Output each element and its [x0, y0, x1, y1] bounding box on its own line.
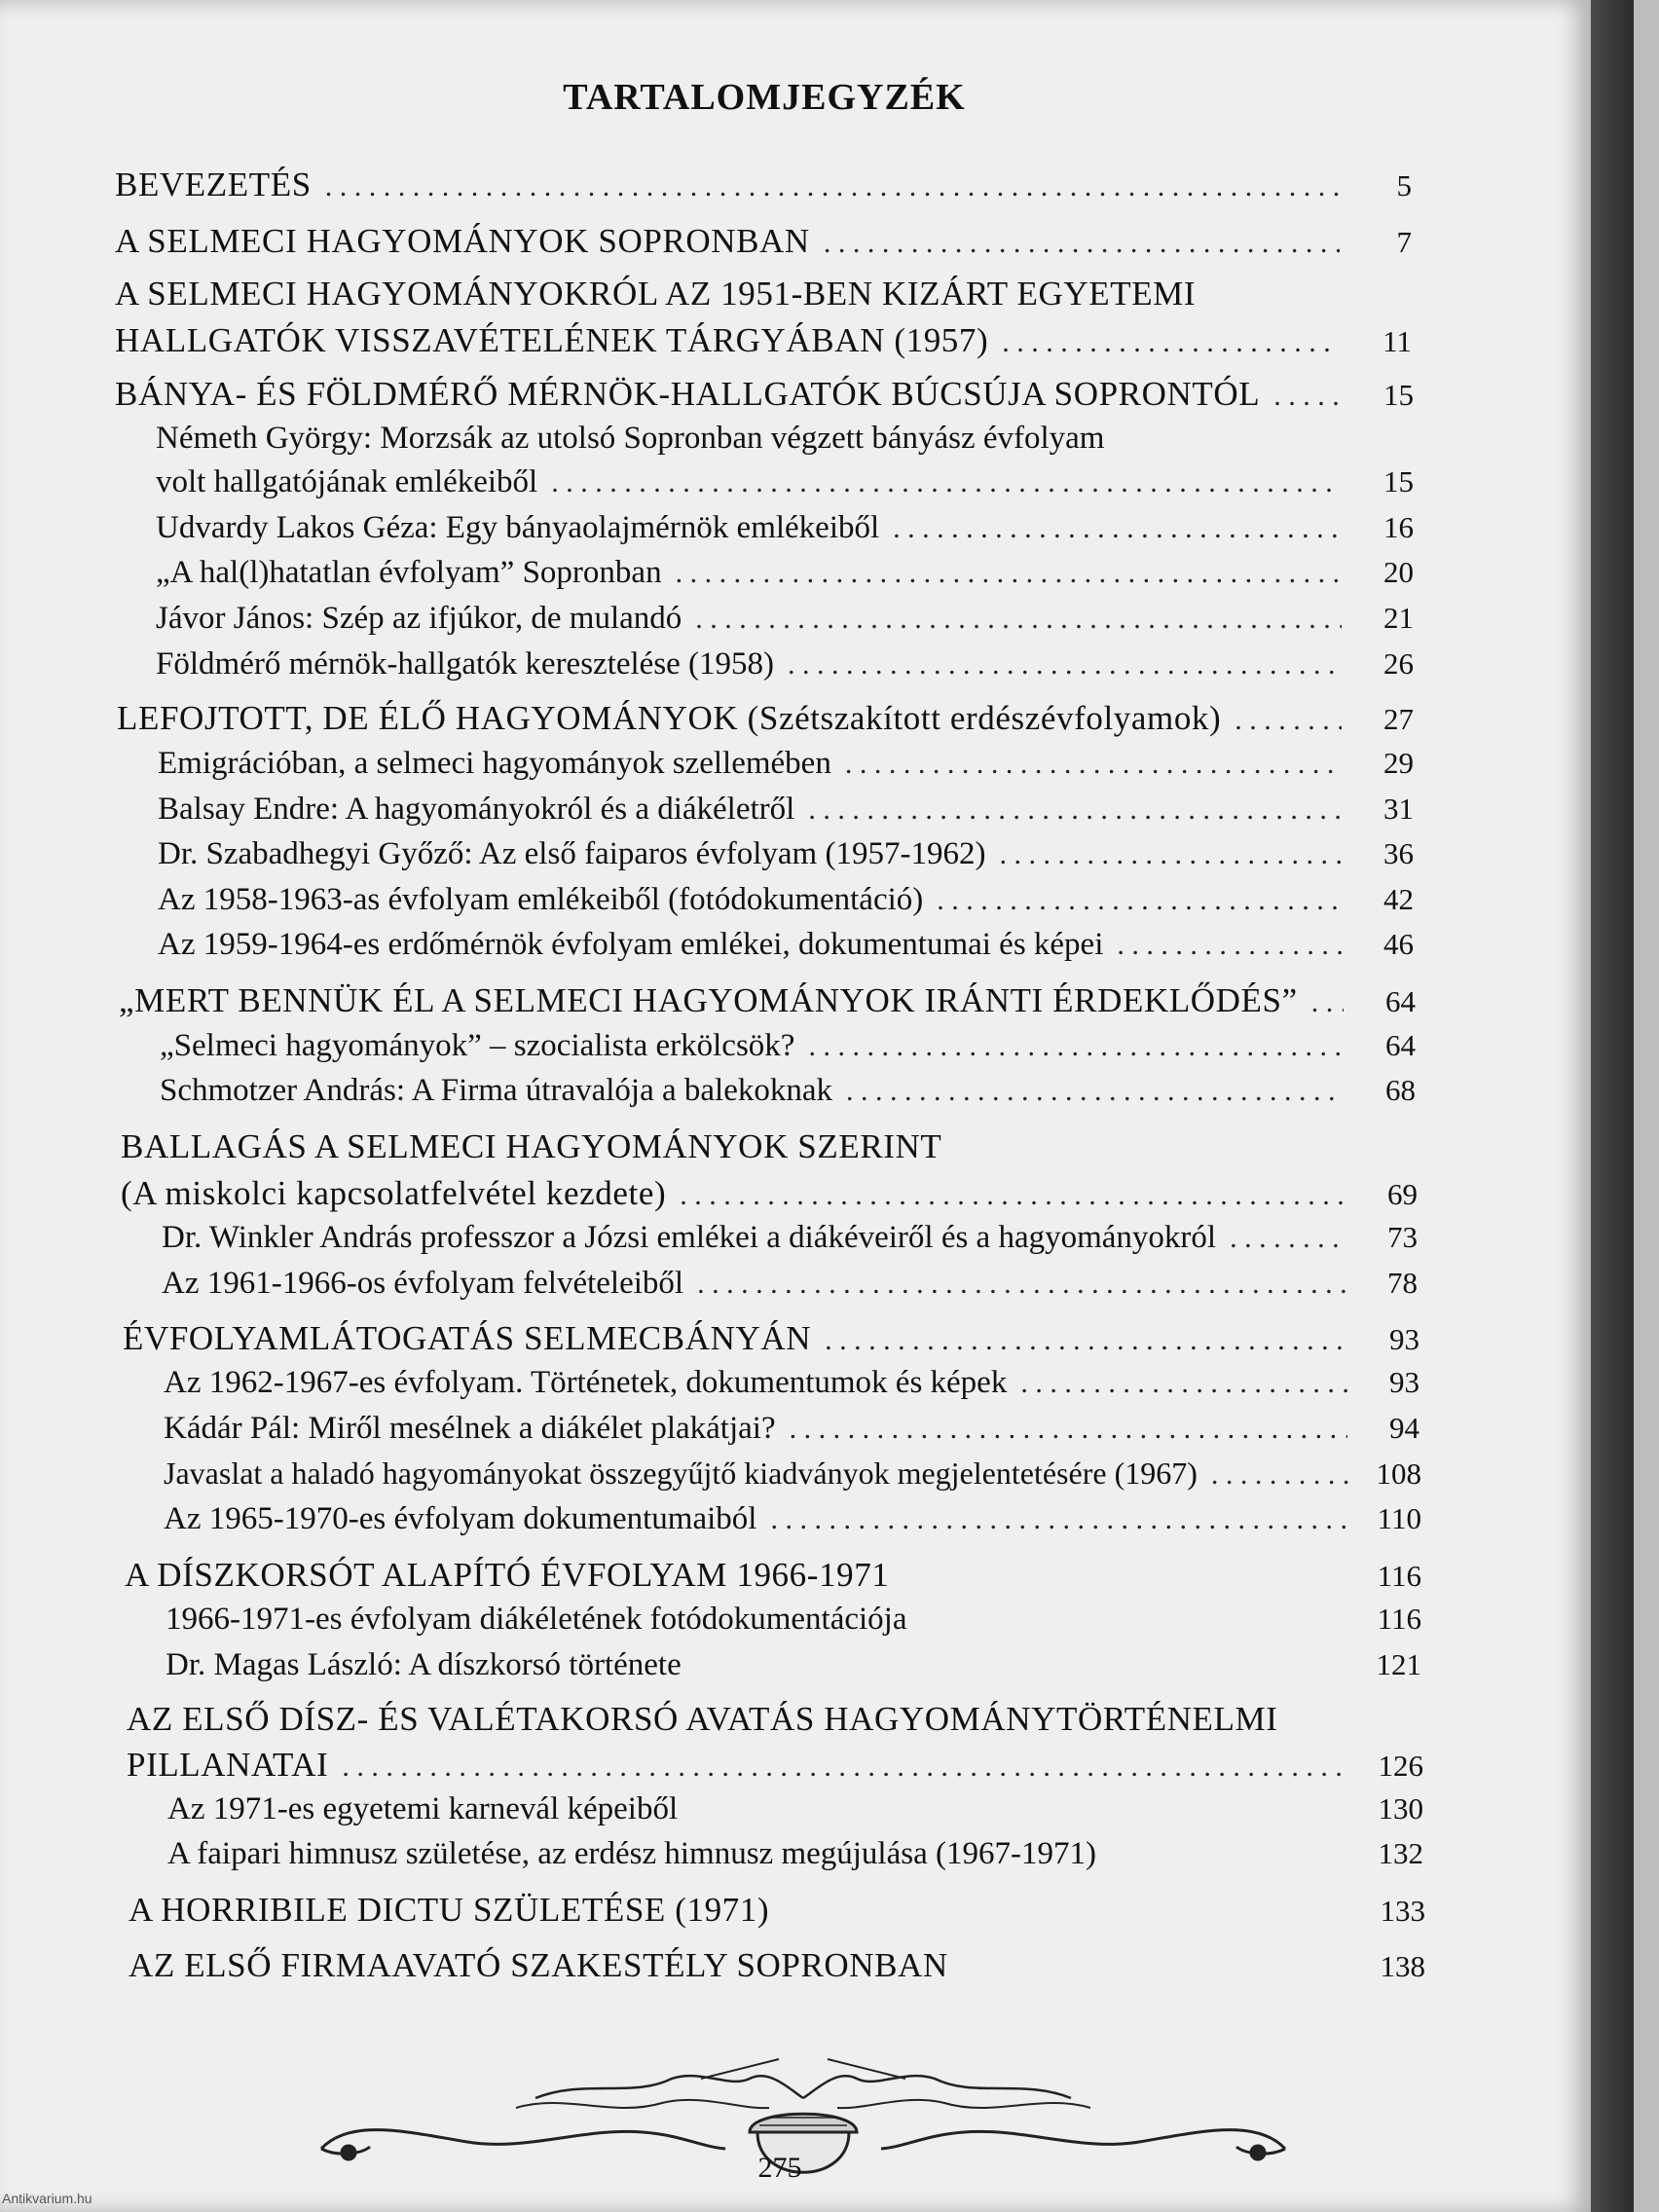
- toc-entry[interactable]: [156, 555, 1414, 591]
- toc-entry-label: Udvardy Lakos Géza: Egy bányaolajmérnök emlékeiből: [156, 510, 880, 545]
- toc-entry[interactable]: [164, 1411, 1419, 1447]
- watermark: Antikvarium.hu: [2, 2191, 92, 2206]
- toc-entry-page: 121: [1376, 1647, 1421, 1681]
- toc-entry-label: Schmotzer András: A Firma útravalója a balekoknak: [160, 1073, 832, 1108]
- toc-entry[interactable]: [156, 646, 1414, 682]
- toc-entry-page: 116: [1377, 1602, 1421, 1636]
- leader-dots: [697, 1268, 1346, 1301]
- toc-entry-page: 132: [1378, 1836, 1423, 1870]
- toc-entry[interactable]: [158, 927, 1414, 963]
- toc-entry-label: Az 1965-1970-es évfolyam dokumentumaiból: [164, 1501, 757, 1536]
- toc-entry-page: 64: [1385, 984, 1416, 1018]
- toc-entry-page: 130: [1378, 1791, 1423, 1825]
- toc-entry-label: A DÍSZKORSÓT ALAPÍTÓ ÉVFOLYAM 1966-1971: [125, 1556, 890, 1594]
- leader-dots: [846, 1075, 1344, 1108]
- toc-entry-label: LEFOJTOTT, DE ÉLŐ HAGYOMÁNYOK (Szétszakított erdészévfolyamok): [117, 699, 1222, 737]
- toc-entry[interactable]: [162, 1266, 1418, 1302]
- toc-entry[interactable]: [127, 1746, 1423, 1785]
- toc-entry-label: „MERT BENNÜK ÉL A SELMECI HAGYOMÁNYOK IRÁNTI ÉRDEKLŐDÉS”: [119, 981, 1298, 1019]
- book-edge: [1634, 0, 1659, 2212]
- leader-dots: [788, 648, 1342, 682]
- toc-entry-page: 26: [1383, 646, 1414, 681]
- page-number: 275: [757, 2152, 802, 2184]
- toc-entry-page: 93: [1389, 1365, 1419, 1399]
- toc-entry-page: 11: [1382, 324, 1412, 358]
- toc-entry[interactable]: [166, 1647, 1421, 1683]
- toc-entry[interactable]: [123, 1319, 1419, 1358]
- toc-entry[interactable]: [160, 1073, 1416, 1109]
- toc-entry-page: 126: [1378, 1749, 1423, 1783]
- toc-entry[interactable]: [167, 1791, 1423, 1827]
- toc-entry[interactable]: [158, 792, 1414, 828]
- toc-entry[interactable]: [162, 1220, 1418, 1256]
- toc-entry-label: BEVEZETÉS: [115, 166, 312, 203]
- toc-entry-page: 64: [1385, 1028, 1416, 1062]
- leader-dots: [937, 884, 1342, 917]
- toc-entry-page: 78: [1387, 1266, 1418, 1300]
- toc-entry-label: A faipari himnusz születése, az erdész himnusz megújulása (1967-1971): [167, 1836, 1096, 1871]
- leader-dots: [770, 1503, 1349, 1536]
- toc-entry-label: Dr. Magas László: A díszkorsó története: [166, 1647, 682, 1682]
- toc-entry-label: Az 1958-1963-as évfolyam emlékeiből (fotódokumentáció): [158, 882, 924, 917]
- toc-entry-page: 7: [1396, 225, 1412, 259]
- leader-dots: [845, 748, 1342, 781]
- toc-entry-label: Balsay Endre: A hagyományokról és a diákéletről: [158, 792, 795, 827]
- toc-entry-label: A SELMECI HAGYOMÁNYOK SOPRONBAN: [115, 222, 810, 260]
- leader-dots: [1020, 1367, 1347, 1400]
- toc-entry-label: ÉVFOLYAMLÁTOGATÁS SELMECBÁNYÁN: [123, 1319, 812, 1357]
- toc-entry-page: 29: [1383, 746, 1414, 780]
- toc-entry-page: 133: [1380, 1894, 1425, 1928]
- toc-entry-page: 15: [1383, 464, 1414, 498]
- toc-entry[interactable]: [156, 601, 1414, 637]
- leader-dots: [1117, 929, 1342, 962]
- toc-entry-page: 110: [1377, 1501, 1421, 1535]
- toc-entry-label-line1: A SELMECI HAGYOMÁNYOKRÓL AZ 1951-BEN KIZÁRT EGYETEMI: [115, 275, 1197, 313]
- leader-dots: [1211, 1458, 1349, 1492]
- toc-entry-label: Dr. Szabadhegyi Győző: Az első faiparos évfolyam (1957-1962): [158, 836, 986, 871]
- toc-entry-label: Az 1959-1964-es erdőmérnök évfolyam emlékei, dokumentumai és képei: [158, 927, 1104, 962]
- toc-entry-label: „Selmeci hagyományok” – szocialista erkölcsök?: [160, 1028, 795, 1063]
- toc-entry-page: 31: [1383, 792, 1414, 826]
- toc-entry-label: BÁNYA- ÉS FÖLDMÉRŐ MÉRNÖK-HALLGATÓK BÚCSÚJA SOPRONTÓL: [115, 375, 1261, 413]
- toc-entry-page: 16: [1383, 510, 1414, 544]
- toc-entry[interactable]: [115, 166, 1412, 204]
- toc-entry-page: 27: [1383, 702, 1414, 736]
- leader-dots: [1311, 986, 1344, 1019]
- toc-entry-label: Az 1971-es egyetemi karnevál képeiből: [167, 1791, 679, 1826]
- toc-entry-label: Az 1961-1966-os évfolyam felvételeiből: [162, 1266, 684, 1301]
- toc-entry[interactable]: [167, 1836, 1423, 1872]
- leader-dots: [1002, 326, 1340, 359]
- toc-entry-page: 42: [1383, 882, 1414, 916]
- leader-dots: [680, 1179, 1346, 1212]
- leader-dots: [342, 1751, 1351, 1784]
- leader-dots: [999, 838, 1342, 871]
- leader-dots: [825, 1324, 1347, 1357]
- toc-entry[interactable]: [117, 699, 1414, 738]
- toc-entry-page: 36: [1383, 836, 1414, 870]
- leader-dots: [676, 557, 1342, 590]
- leader-dots: [824, 227, 1340, 260]
- toc-entry-page: 108: [1376, 1456, 1421, 1491]
- toc-entry-label: volt hallgatójának emlékeiből: [156, 464, 538, 499]
- toc-entry-page: 21: [1383, 601, 1414, 635]
- toc-entry-label: 1966-1971-es évfolyam diákéletének fotódokumentációja: [166, 1602, 907, 1637]
- toc-entry[interactable]: [158, 882, 1414, 918]
- leader-dots: [551, 466, 1342, 499]
- toc-entry-label-line1: BALLAGÁS A SELMECI HAGYOMÁNYOK SZERINT: [121, 1127, 942, 1165]
- toc-entry-page: 94: [1389, 1411, 1419, 1445]
- toc-entry-label: A HORRIBILE DICTU SZÜLETÉSE (1971): [129, 1891, 770, 1929]
- toc-entry-page: 73: [1387, 1220, 1418, 1254]
- toc-entry-label: Földmérő mérnök-hallgatók keresztelése (1958): [156, 646, 775, 682]
- leader-dots: [790, 1413, 1347, 1446]
- toc-entry-page: 5: [1396, 168, 1412, 203]
- leader-dots: [1273, 380, 1342, 413]
- toc-entry[interactable]: [164, 1501, 1421, 1537]
- toc-entry-label: Jávor János: Szép az ifjúkor, de mulandó: [156, 601, 682, 636]
- toc-entry[interactable]: [115, 375, 1414, 414]
- toc-entry-label: „A hal(l)hatatlan évfolyam” Sopronban: [156, 555, 662, 590]
- leader-dots: [893, 512, 1342, 545]
- toc-entry[interactable]: [158, 746, 1414, 782]
- toc-entry-page: 68: [1385, 1073, 1416, 1107]
- toc-entry-page: 15: [1383, 378, 1414, 412]
- toc-entry[interactable]: [164, 1456, 1421, 1492]
- toc-entry-label-line1: AZ ELSŐ DÍSZ- ÉS VALÉTAKORSÓ AVATÁS HAGYOMÁNYTÖRTÉNELMI: [127, 1700, 1278, 1738]
- toc-entry[interactable]: [160, 1028, 1416, 1064]
- toc-entry-label: Dr. Winkler András professzor a Józsi emlékei a diákéveiről és a hagyományokról: [162, 1220, 1217, 1255]
- toc-entry-label-line1: Németh György: Morzsák az utolsó Sopronban végzett bányász évfolyam: [156, 421, 1105, 456]
- leader-dots: [325, 170, 1340, 203]
- leader-dots: [1230, 1222, 1346, 1255]
- toc-entry-label: HALLGATÓK VISSZAVÉTELÉNEK TÁRGYÁBAN (1957): [115, 321, 989, 359]
- toc-entry-page: 46: [1383, 927, 1414, 961]
- toc-entry-page: 116: [1377, 1559, 1421, 1593]
- toc-entry-label: Emigrációban, a selmeci hagyományok szellemében: [158, 746, 831, 781]
- toc-entry[interactable]: [158, 836, 1414, 872]
- toc-entry[interactable]: [164, 1365, 1419, 1401]
- toc-entry-label: Az 1962-1967-es évfolyam. Történetek, dokumentumok és képek: [164, 1365, 1008, 1400]
- toc-entry-label: Javaslat a haladó hagyományokat összegyűjtő kiadványok megjelentetésére (1967): [164, 1456, 1198, 1491]
- toc-entry[interactable]: [119, 981, 1416, 1020]
- toc-entry-label: PILLANATAI: [127, 1746, 329, 1784]
- toc-entry[interactable]: [121, 1174, 1418, 1213]
- toc-entry[interactable]: [156, 464, 1414, 500]
- page-title: TARTALOMJEGYZÉK: [563, 77, 966, 118]
- toc-entry-page: 20: [1383, 555, 1414, 589]
- toc-entry[interactable]: [129, 1891, 1425, 1930]
- toc-entry[interactable]: [125, 1556, 1421, 1595]
- toc-entry[interactable]: [115, 222, 1412, 261]
- leader-dots: [808, 1030, 1344, 1063]
- toc-entry[interactable]: [166, 1602, 1421, 1638]
- leader-dots: [695, 603, 1342, 636]
- toc-entry[interactable]: [129, 1946, 1425, 1985]
- toc-entry-page: 138: [1380, 1949, 1425, 1983]
- toc-entry-label: Kádár Pál: Miről mesélnek a diákélet plakátjai?: [164, 1411, 776, 1446]
- toc-entry-page: 69: [1387, 1177, 1418, 1211]
- leader-dots: [808, 793, 1342, 827]
- toc-entry-label: AZ ELSŐ FIRMAAVATÓ SZAKESTÉLY SOPRONBAN: [129, 1946, 948, 1984]
- toc-entry[interactable]: [156, 510, 1414, 546]
- toc-entry[interactable]: [115, 321, 1412, 360]
- leader-dots: [1235, 704, 1342, 737]
- toc-entry-page: 93: [1389, 1322, 1419, 1356]
- toc-entry-label: (A miskolci kapcsolatfelvétel kezdete): [121, 1174, 667, 1212]
